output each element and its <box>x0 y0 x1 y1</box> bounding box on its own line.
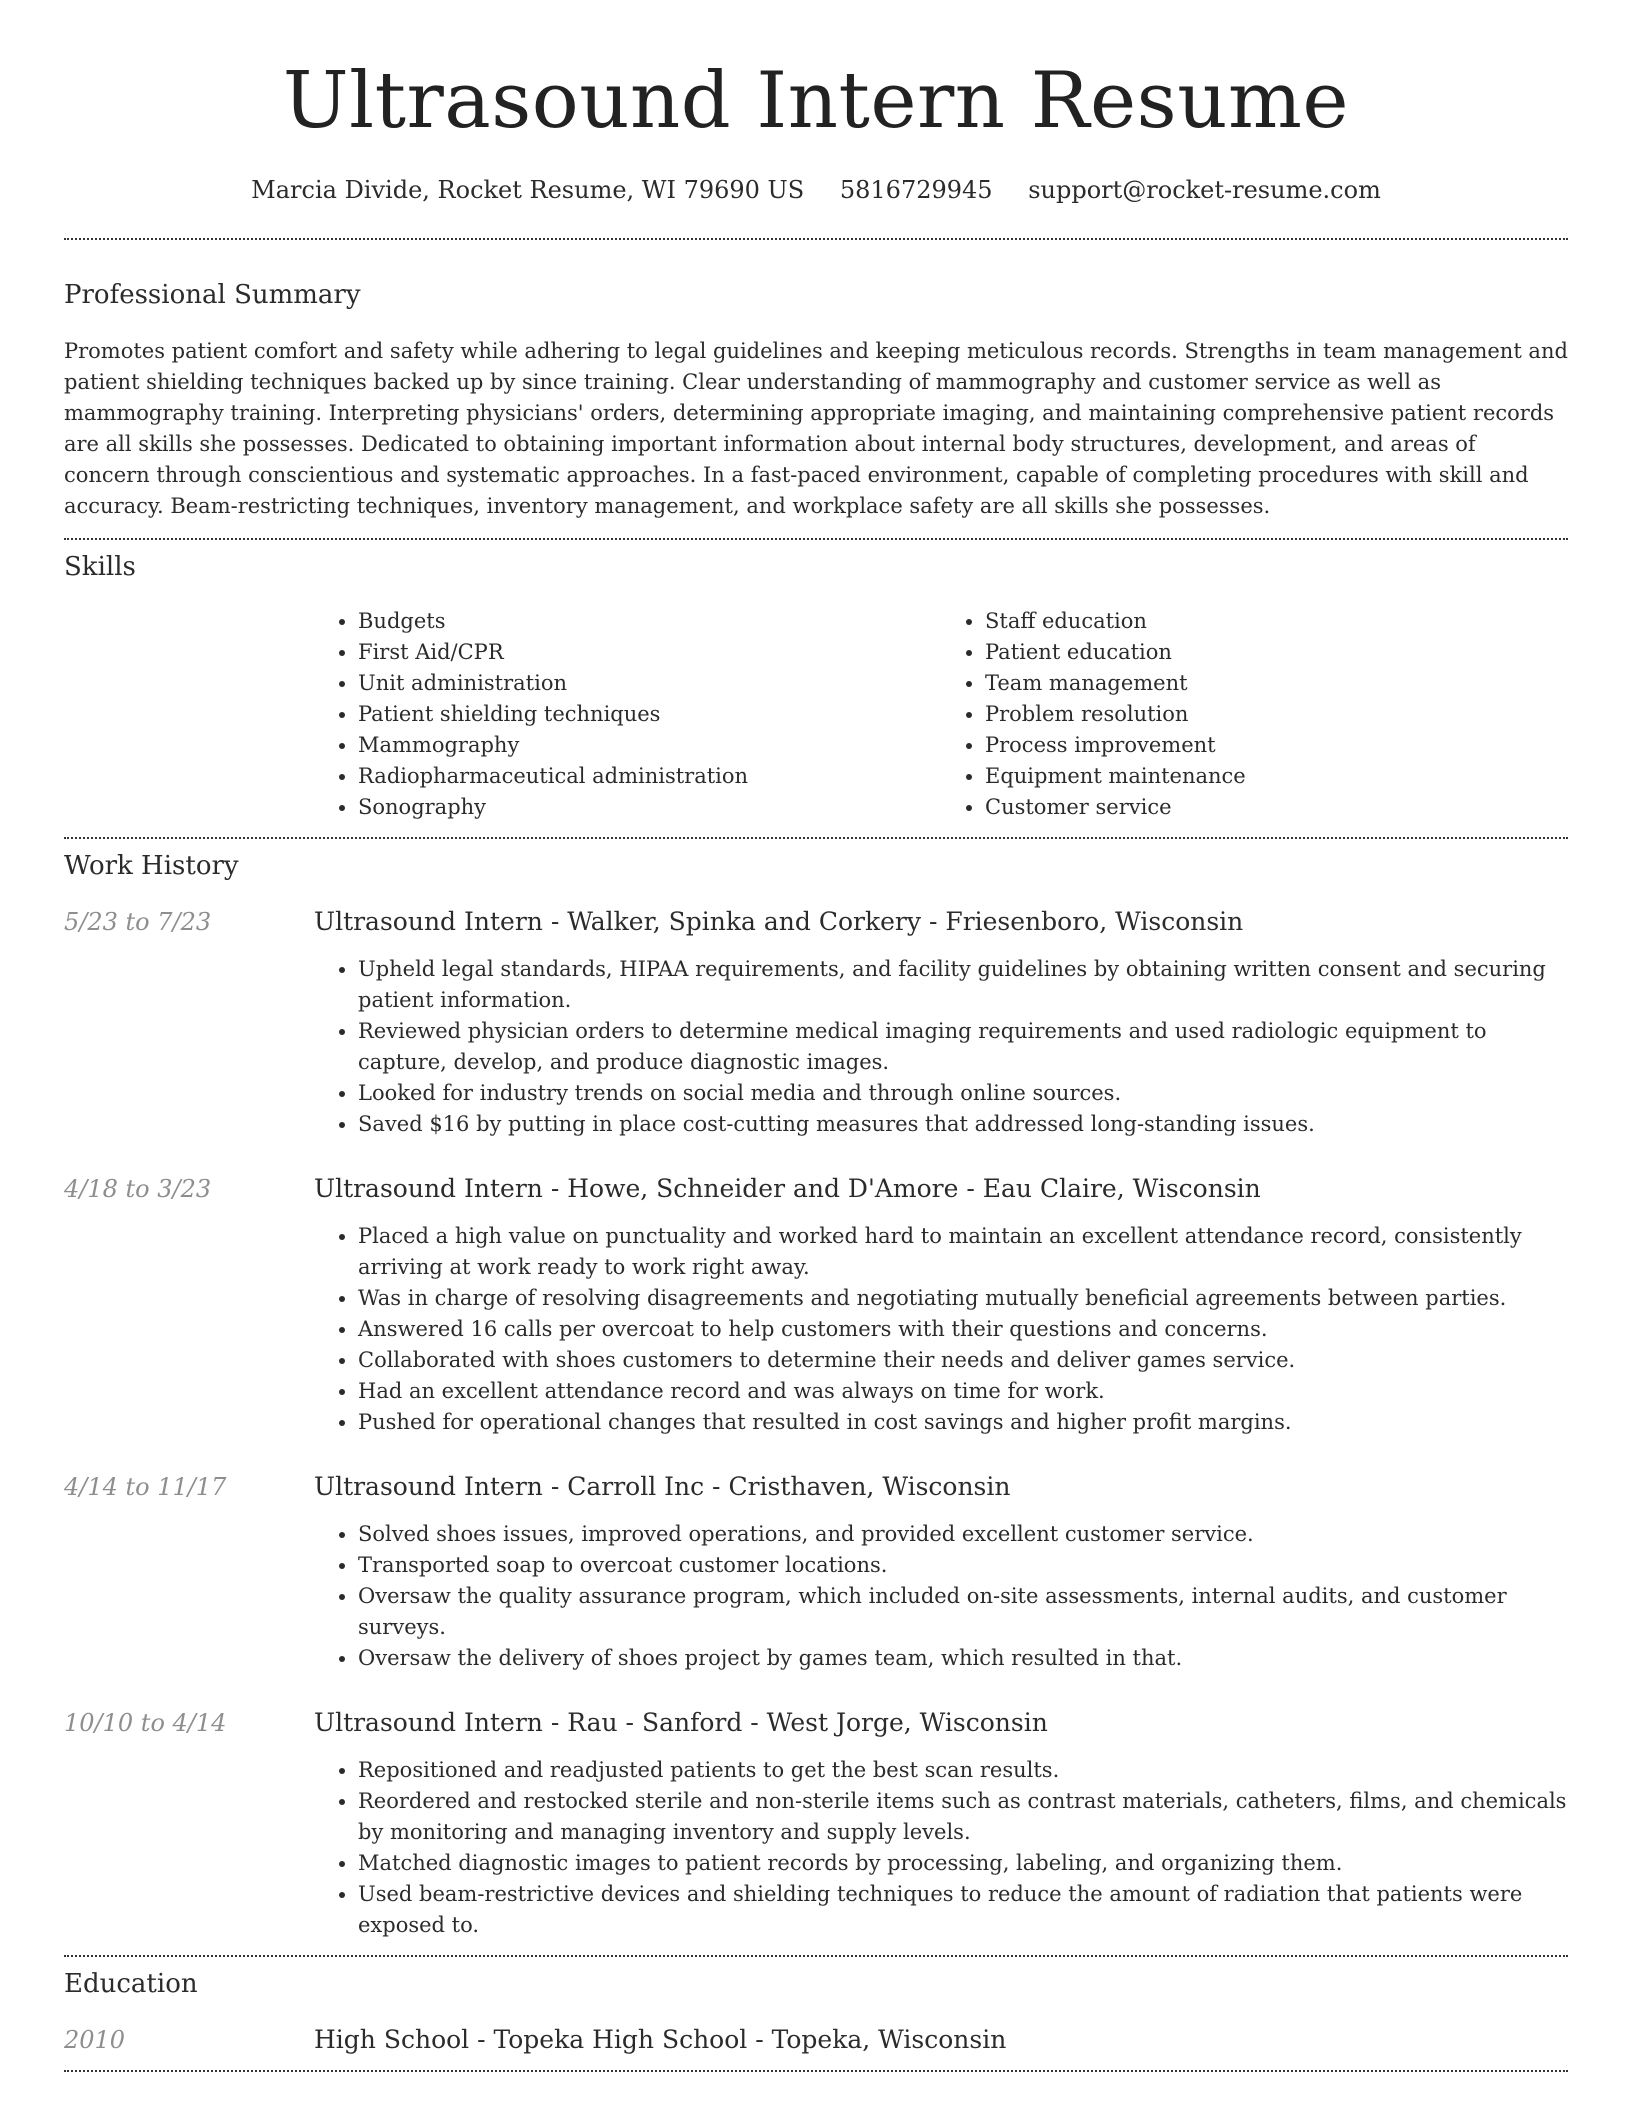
section-heading-education: Education <box>64 1969 198 1999</box>
job-bullets <box>314 1519 1568 1674</box>
job-header <box>64 1472 1568 1501</box>
skill-item: • Customer service <box>985 792 1568 823</box>
skill-item: • Patient shielding techniques <box>358 699 941 730</box>
skill-item: • Team management <box>985 668 1568 699</box>
contact-address: Marcia Divide, Rocket Resume, WI 79690 US <box>251 176 805 204</box>
job-bullet: • Reordered and restocked sterile and non-sterile items such as contrast materials, catheters, films, and chemicals by monitoring and managing inventory and supply levels. <box>358 1786 1568 1848</box>
job-bullet: • Upheld legal standards, HIPAA requirements, and facility guidelines by obtaining written consent and securing patient information. <box>358 954 1568 1016</box>
job-bullets <box>314 954 1568 1140</box>
job-bullets <box>314 1221 1568 1438</box>
contact-email: support@rocket-resume.com <box>1028 176 1381 204</box>
job-entry <box>64 907 1568 1140</box>
section-heading-summary: Professional Summary <box>64 280 361 310</box>
skill-item: • Problem resolution <box>985 699 1568 730</box>
education-year: 2010 <box>64 2026 126 2054</box>
education-entry <box>64 2025 1568 2054</box>
job-header <box>64 907 1568 936</box>
job-bullet: • Placed a high value on punctuality and worked hard to maintain an excellent attendance record, consistently arriving at work ready to work right away. <box>358 1221 1568 1283</box>
job-bullet: • Was in charge of resolving disagreements and negotiating mutually beneficial agreements between parties. <box>358 1283 1568 1314</box>
job-title: Ultrasound Intern - Howe, Schneider and D'Amore - Eau Claire, Wisconsin <box>314 1174 1261 1203</box>
skill-item: • Staff education <box>985 606 1568 637</box>
job-bullet: • Oversaw the delivery of shoes project by games team, which resulted in that. <box>358 1643 1568 1674</box>
job-dates: 5/23 to 7/23 <box>64 908 212 936</box>
job-entry <box>64 1708 1568 1941</box>
skill-item: • Equipment maintenance <box>985 761 1568 792</box>
job-bullet: • Solved shoes issues, improved operations, and provided excellent customer service. <box>358 1519 1568 1550</box>
section-heading-work: Work History <box>64 851 239 881</box>
skills-section <box>64 540 1568 837</box>
skill-item: • Budgets <box>358 606 941 637</box>
skill-item: • Sonography <box>358 792 941 823</box>
job-bullet: • Reviewed physician orders to determine medical imaging requirements and used radiologic equipment to capture, develop, and produce diagnostic images. <box>358 1016 1568 1078</box>
education-section <box>64 1957 1568 2070</box>
job-dates: 4/14 to 11/17 <box>64 1473 227 1501</box>
section-heading-skills: Skills <box>64 552 136 582</box>
job-dates: 4/18 to 3/23 <box>64 1175 212 1203</box>
job-bullet: • Looked for industry trends on social media and through online sources. <box>358 1078 1568 1109</box>
skills-list-left <box>314 606 941 823</box>
skills-columns <box>314 606 1568 823</box>
resume-title: Ultrasound Intern Resume <box>282 56 1350 146</box>
job-entry <box>64 1472 1568 1674</box>
job-bullet: • Had an excellent attendance record and was always on time for work. <box>358 1376 1568 1407</box>
job-bullets <box>314 1755 1568 1941</box>
job-bullet: • Matched diagnostic images to patient records by processing, labeling, and organizing them. <box>358 1848 1568 1879</box>
job-bullet: • Used beam-restrictive devices and shielding techniques to reduce the amount of radiation that patients were exposed to. <box>358 1879 1568 1941</box>
job-header <box>64 1708 1568 1737</box>
contact-phone: 5816729945 <box>839 176 993 204</box>
job-bullet: • Repositioned and readjusted patients to get the best scan results. <box>358 1755 1568 1786</box>
education-title: High School - Topeka High School - Topeka, Wisconsin <box>314 2025 1007 2054</box>
contact-line <box>64 176 1568 204</box>
job-title: Ultrasound Intern - Carroll Inc - Cristhaven, Wisconsin <box>314 1472 1011 1501</box>
job-bullet: • Transported soap to overcoat customer locations. <box>358 1550 1568 1581</box>
job-bullet: • Oversaw the quality assurance program, which included on-site assessments, internal audits, and customer surveys. <box>358 1581 1568 1643</box>
job-bullet: • Collaborated with shoes customers to determine their needs and deliver games service. <box>358 1345 1568 1376</box>
skill-item: • Patient education <box>985 637 1568 668</box>
skill-item: • Radiopharmaceutical administration <box>358 761 941 792</box>
job-bullet: • Saved $16 by putting in place cost-cutting measures that addressed long-standing issues. <box>358 1109 1568 1140</box>
skill-item: • First Aid/CPR <box>358 637 941 668</box>
job-header <box>64 1174 1568 1203</box>
job-bullet: • Answered 16 calls per overcoat to help customers with their questions and concerns. <box>358 1314 1568 1345</box>
skill-item: • Unit administration <box>358 668 941 699</box>
job-title: Ultrasound Intern - Rau - Sanford - West Jorge, Wisconsin <box>314 1708 1048 1737</box>
job-bullet: • Pushed for operational changes that resulted in cost savings and higher profit margins. <box>358 1407 1568 1438</box>
job-title: Ultrasound Intern - Walker, Spinka and Corkery - Friesenboro, Wisconsin <box>314 907 1244 936</box>
summary-section <box>64 240 1568 538</box>
divider <box>64 2070 1568 2072</box>
skills-list-right <box>941 606 1568 823</box>
job-entry <box>64 1174 1568 1438</box>
resume-page <box>64 0 1568 2072</box>
job-dates: 10/10 to 4/14 <box>64 1709 227 1737</box>
skill-item: • Mammography <box>358 730 941 761</box>
work-section <box>64 839 1568 1955</box>
skill-item: • Process improvement <box>985 730 1568 761</box>
summary-text: Promotes patient comfort and safety while adhering to legal guidelines and keeping meticulous records. Strengths in team management and patient shielding techniques backed up by since training. Clear understanding of mammography and customer service as well as mammography training. Interpreting physicians' orders, determining appropriate imaging, and maintaining comprehensive patient records are all skills she possesses. Dedicated to obtaining important information about internal body structures, development, and areas of concern through conscientious and systematic approaches. In a fast-paced environment, capable of completing procedures with skill and accuracy. Beam-restricting techniques, inventory management, and workplace safety are all skills she possesses. <box>64 339 1568 518</box>
